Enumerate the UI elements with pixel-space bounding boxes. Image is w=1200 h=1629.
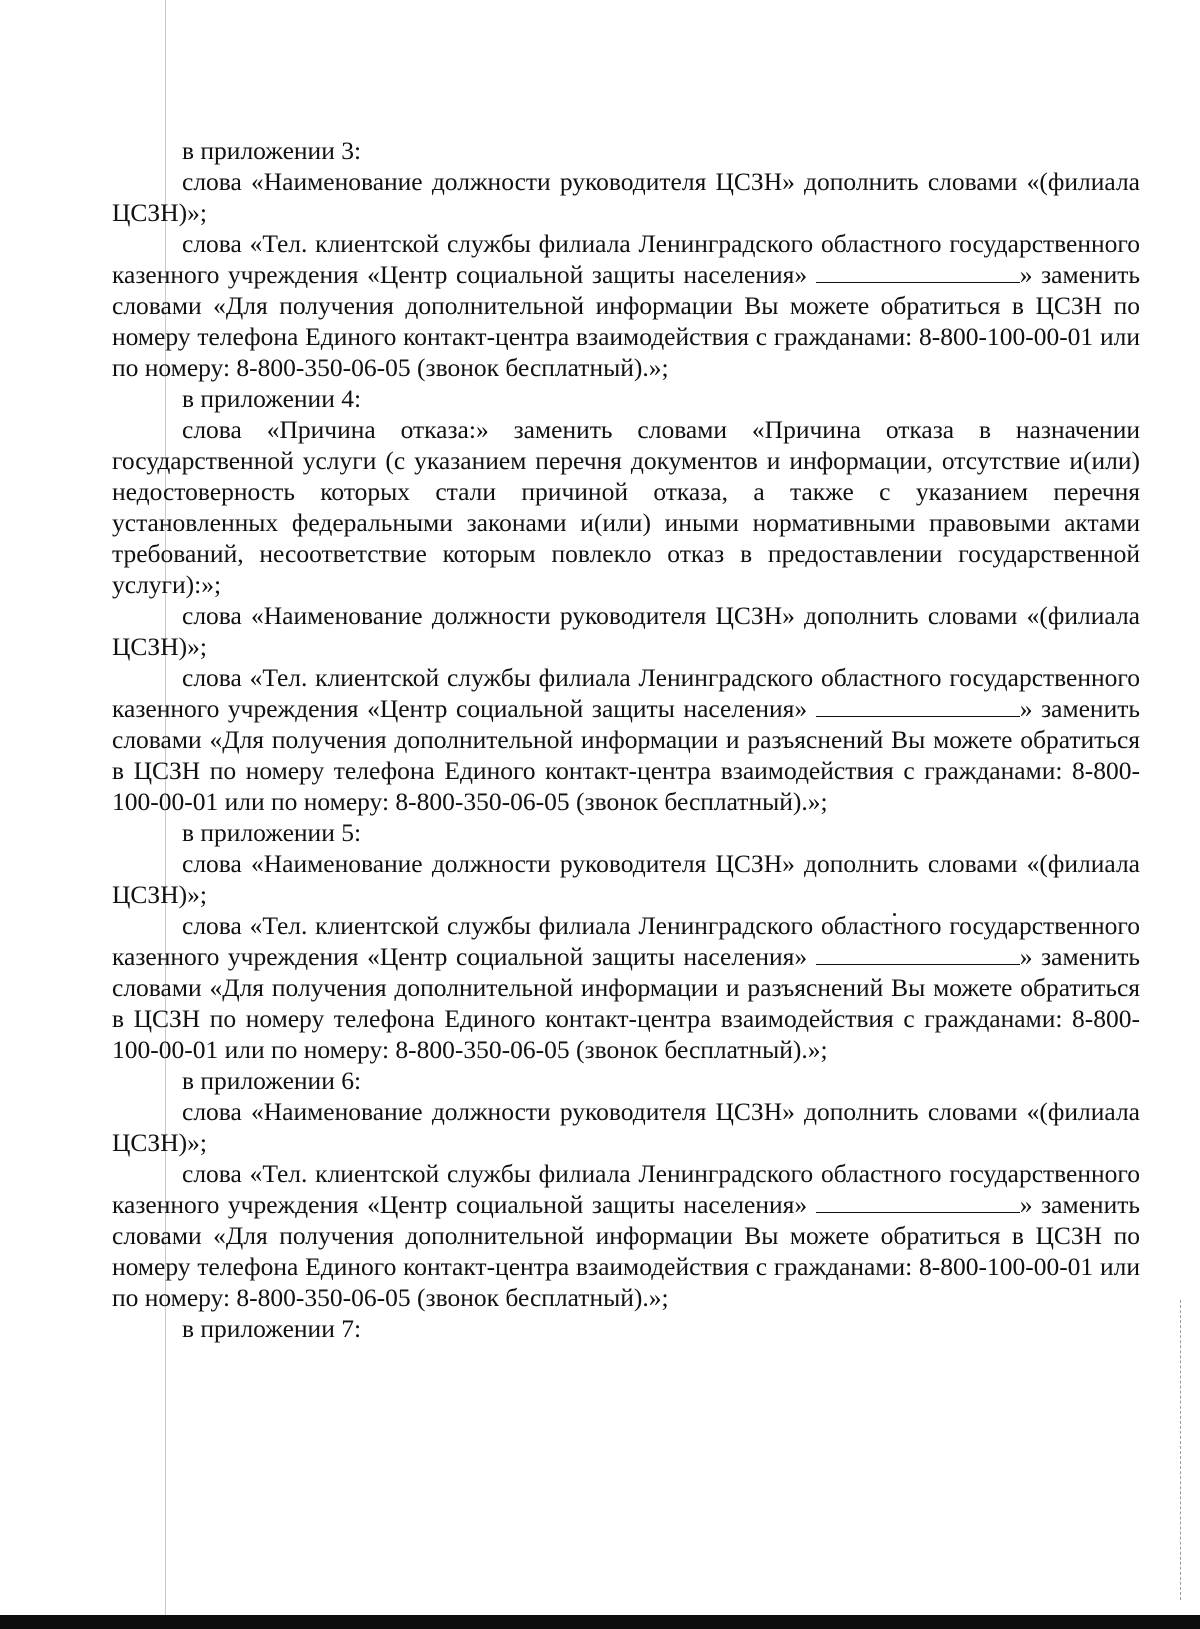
- paragraph-text: » заменить словами «Для получения дополнительной информации и разъяснений Вы можете обратиться в ЦСЗН по номеру телефона Единого контакт-центра взаимодействия с гражданами: 8-800-100-00-01 или по номеру: 8-800-350-06-05 (звонок бесплатный).»;: [112, 942, 1140, 1064]
- paragraph-text: » заменить словами «Для получения дополнительной информации и разъяснений Вы можете обратиться в ЦСЗН по номеру телефона Единого контакт-центра взаимодействия с гражданами: 8-800-100-00-01 или по номеру: 8-800-350-06-05 (звонок бесплатный).»;: [112, 694, 1140, 816]
- paragraph-text: слова «Тел. клиентской службы филиала Ленинградского областного государственного казенного учреждения «Центр социальной защиты населения»: [112, 229, 1140, 289]
- blank-line: [816, 1190, 1020, 1213]
- blank-line: [816, 260, 1020, 283]
- paragraph: в приложении 4:: [182, 384, 362, 413]
- document-body: [112, 135, 1140, 1344]
- paragraph: [112, 228, 1140, 383]
- paragraph: в приложении 3:: [182, 136, 362, 165]
- paragraph-text: » заменить словами «Для получения дополнительной информации Вы можете обратиться в ЦСЗН по номеру телефона Единого контакт-центра взаимодействия с гражданами: 8-800-100-00-01 или по номеру: 8-800-350-06-05 (звонок бесплатный).»;: [112, 1190, 1140, 1312]
- paragraph: в приложении 7:: [182, 1314, 362, 1343]
- paragraph: [112, 662, 1140, 817]
- paragraph: в приложении 6:: [182, 1066, 362, 1095]
- paragraph: слова «Причина отказа:» заменить словами «Причина отказа в назначении государственной услуги (с указанием перечня документов и информации, отсутствие и(или) недостоверность которых стали причиной отказа, а также с указанием перечня установленных федеральными законами и(или) иными нормативными правовыми актами требований, несоответствие которым повлекло отказ в предоставлении государственной услуги):»;: [112, 415, 1140, 599]
- paragraph-text: слова «Тел. клиентской службы филиала Ленинградского областного государственного казенного учреждения «Центр социальной защиты населения»: [112, 1159, 1140, 1219]
- paragraph: слова «Наименование должности руководителя ЦСЗН» дополнить словами «(филиала ЦСЗН)»;: [112, 167, 1140, 227]
- paragraph-text: слова «Тел. клиентской службы филиала Ленинградского областного государственного казенного учреждения «Центр социальной защиты населения»: [112, 911, 1140, 971]
- paragraph: [112, 910, 1140, 1065]
- scan-bottom-edge: [0, 1615, 1200, 1629]
- paragraph: [112, 1158, 1140, 1313]
- scan-artifact-line-right: [1180, 1300, 1181, 1600]
- paragraph: слова «Наименование должности руководителя ЦСЗН» дополнить словами «(филиала ЦСЗН)»;: [112, 1097, 1140, 1157]
- blank-line: [816, 694, 1020, 717]
- paragraph-text: слова «Тел. клиентской службы филиала Ленинградского областного государственного казенного учреждения «Центр социальной защиты населения»: [112, 663, 1140, 723]
- paragraph: в приложении 5:: [182, 818, 362, 847]
- paragraph: слова «Наименование должности руководителя ЦСЗН» дополнить словами «(филиала ЦСЗН)»;: [112, 601, 1140, 661]
- paragraph-text: » заменить словами «Для получения дополнительной информации Вы можете обратиться в ЦСЗН по номеру телефона Единого контакт-центра взаимодействия с гражданами: 8-800-100-00-01 или по номеру: 8-800-350-06-05 (звонок бесплатный).»;: [112, 260, 1140, 382]
- paragraph: слова «Наименование должности руководителя ЦСЗН» дополнить словами «(филиала ЦСЗН)»;: [112, 849, 1140, 909]
- blank-line: [816, 942, 1020, 965]
